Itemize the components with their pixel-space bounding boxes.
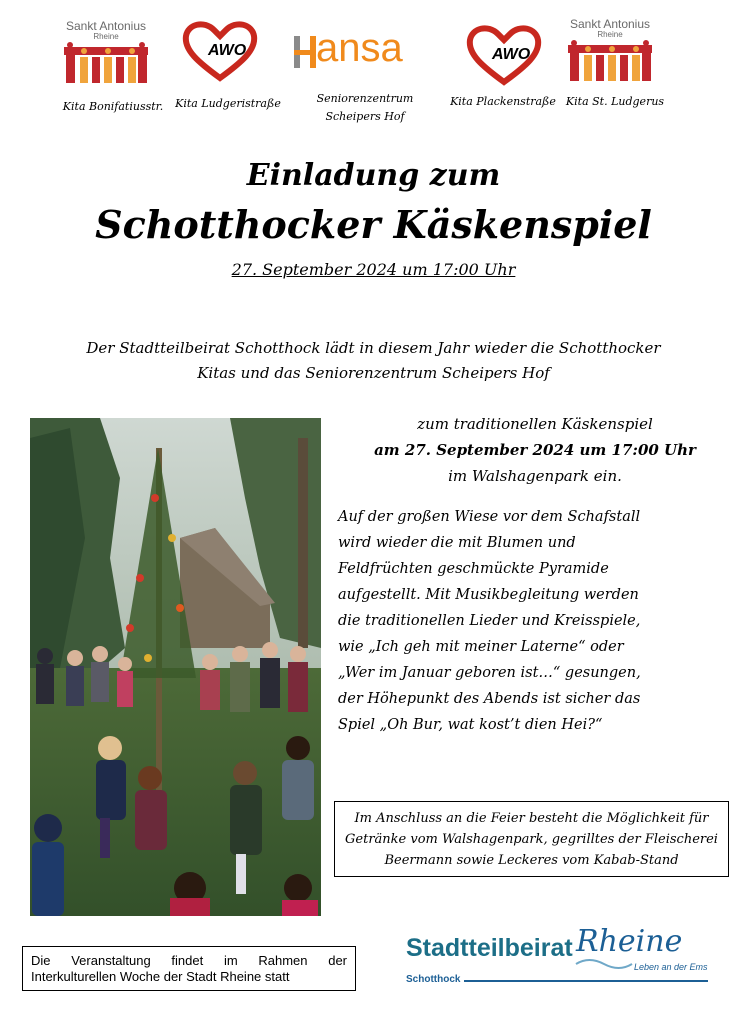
event-line-1: zum traditionellen Käskenspiel — [417, 415, 653, 433]
hansa-text: ansa — [316, 26, 403, 70]
body-line: „Wer im Januar geboren ist…“ gesungen, — [338, 665, 641, 681]
intercultural-week-note — [22, 946, 356, 991]
intro-line-2: Kitas und das Seniorenzentrum Scheipers Hof — [197, 364, 550, 382]
info-line-3: Beermann sowie Leckeres vom Kabab-Stand — [384, 853, 679, 868]
logo-awo-2 — [462, 22, 546, 86]
body-line: die traditionellen Lieder und Kreisspiele, — [338, 613, 641, 629]
caption-kita-bonifatiusstr: Kita Bonifatiusstr. — [62, 100, 164, 113]
logo-awo-1 — [178, 18, 262, 82]
body-paragraph — [338, 504, 738, 738]
body-line: aufgestellt. Mit Musikbegleitung werden — [338, 587, 639, 603]
caption-seniorenzentrum-line2: Scheipers Hof — [325, 110, 405, 123]
logo-sa-name: Sankt Antonius — [569, 17, 651, 31]
logo-stadtteilbeirat-rheine — [404, 922, 714, 992]
logo-hansa — [292, 26, 434, 78]
event-photo — [30, 418, 321, 916]
sankt-antonius-people-icon — [562, 39, 658, 83]
intro-line-1: Der Stadtteilbeirat Schotthock lädt in diesem Jahr wieder die Schotthocker — [86, 339, 661, 357]
event-line-3-location: im Walshagenpark ein. — [448, 467, 622, 485]
logo-sa-sub: Rheine — [93, 32, 119, 41]
body-line: Feldfrüchten geschmückte Pyramide — [338, 561, 609, 577]
logo-sankt-antonius-2 — [562, 18, 658, 86]
caption-kita-st-ludgerus: Kita St. Ludgerus — [565, 95, 665, 108]
event-line-2-date: am 27. September 2024 um 17:00 Uhr — [374, 441, 696, 459]
awo-text: AWO — [208, 42, 247, 59]
schotthock-text: Schotthock — [406, 974, 461, 985]
awo-text: AWO — [492, 46, 531, 63]
caption-kita-ludgeristrasse: Kita Ludgeristraße — [175, 97, 281, 110]
refreshments-info-box — [334, 801, 729, 877]
body-line: wird wieder die mit Blumen und — [338, 535, 576, 551]
logo-sa-sub: Rheine — [597, 30, 623, 39]
sankt-antonius-people-icon — [58, 41, 154, 85]
info-line-2: Getränke vom Walshagenpark, gegrilltes der Fleischerei — [345, 832, 718, 847]
logo-underline — [464, 980, 708, 982]
rheine-text: Rheine — [576, 924, 683, 959]
caption-seniorenzentrum-line1: Seniorenzentrum — [316, 92, 414, 105]
info-line-1: Im Anschluss an die Feier besteht die Möglichkeit für — [354, 811, 709, 826]
body-line: Auf der großen Wiese vor dem Schafstall — [338, 509, 641, 525]
footer-line-1: Die Veranstaltung findet im Rahmen der — [31, 953, 347, 968]
logo-sankt-antonius-1 — [58, 20, 154, 88]
title-kaeskenspiel: Schotthocker Käskenspiel — [95, 202, 652, 247]
rheine-tagline: Leben an der Ems — [634, 962, 708, 972]
rheine-wave-icon — [574, 956, 634, 970]
logo-sa-name: Sankt Antonius — [65, 19, 147, 33]
footer-line-2: Interkulturellen Woche der Stadt Rheine statt — [31, 969, 290, 984]
caption-seniorenzentrum — [300, 90, 430, 126]
caption-kita-plackenstrasse: Kita Plackenstraße — [450, 95, 556, 108]
body-line: der Höhepunkt des Abends ist sicher das — [338, 691, 641, 707]
stadtteilbeirat-text: Stadtteilbeirat — [406, 934, 573, 962]
body-line: wie „Ich geh mit meiner Laterne“ oder — [338, 639, 624, 655]
kaeskenspiel-photo-illustration — [30, 418, 321, 916]
title-einladung: Einladung zum — [246, 158, 501, 193]
event-date-heading: 27. September 2024 um 17:00 Uhr — [231, 260, 516, 279]
body-line: Spiel „Oh Bur, wat kost’t dien Hei?“ — [338, 717, 603, 733]
